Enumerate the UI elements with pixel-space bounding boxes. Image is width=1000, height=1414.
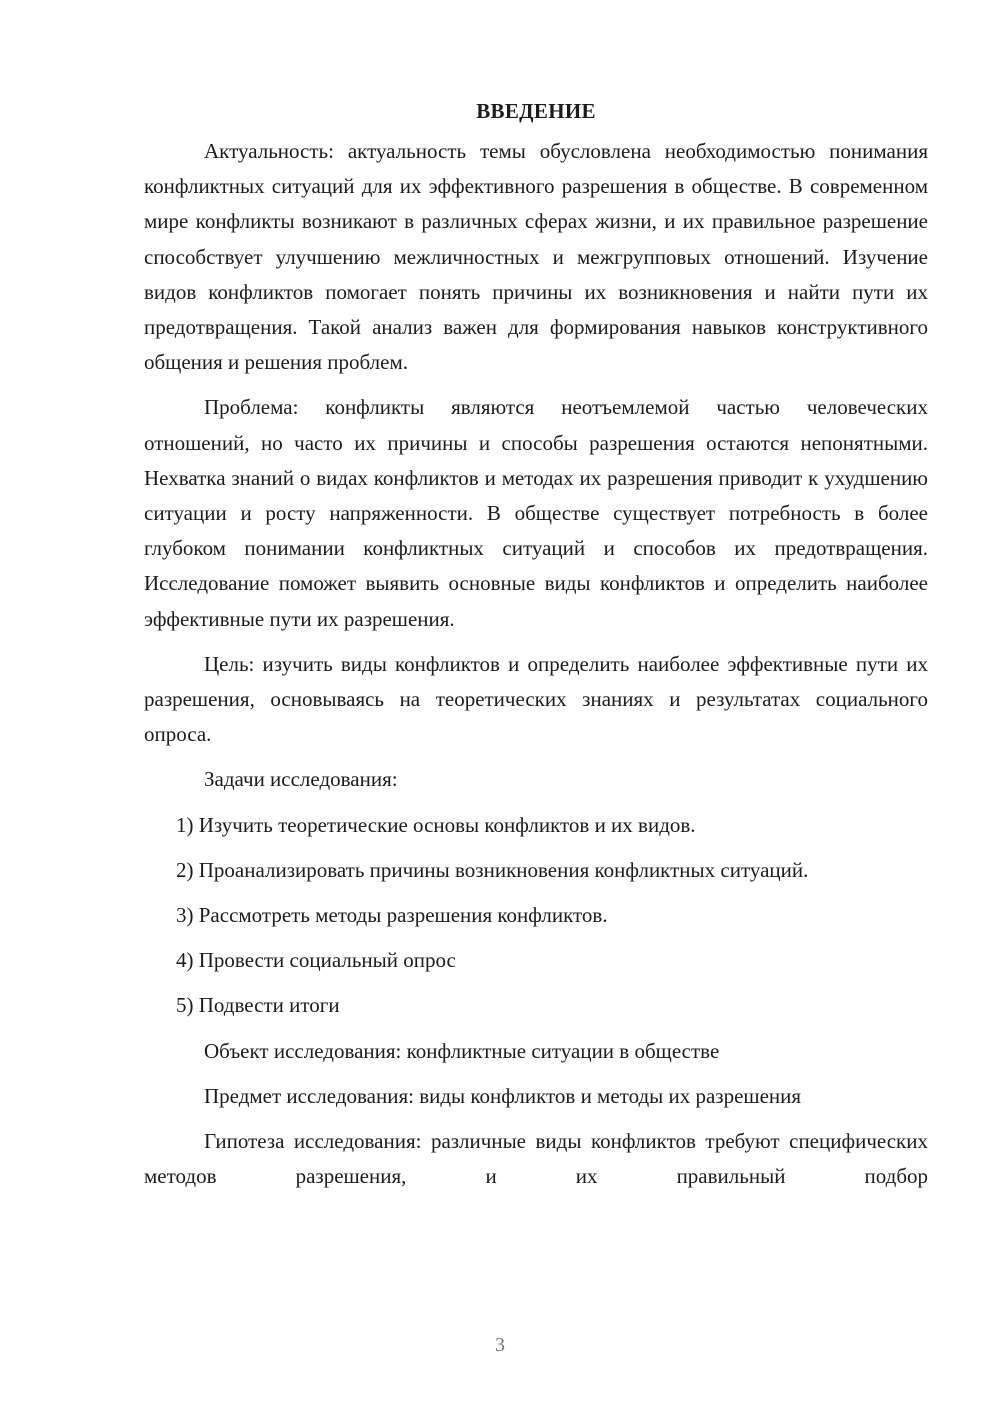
page-number: 3 <box>495 1334 505 1356</box>
relevance-paragraph: Актуальность: актуальность темы обусловлена необходимостью понимания конфликтных ситуаций для их эффективного разрешения в обществе. В современном мире конфликты возникают в различных сферах жизни, и их правильное разрешение способствует улучшению межличностных и межгрупповых отношений. Изучение видов конфликтов помогает понять причины их возникновения и найти пути их предотвращения. Такой анализ важен для формирования навыков конструктивного общения и решения проблем. <box>144 139 928 375</box>
task-item-1: 1) Изучить теоретические основы конфликтов и их видов. <box>176 812 696 837</box>
task-item-5: 5) Подвести итоги <box>176 993 340 1018</box>
task-item-3: 3) Рассмотреть методы разрешения конфликтов. <box>176 903 608 928</box>
problem-paragraph: Проблема: конфликты являются неотъемлемой частью человеческих отношений, но часто их причины и способы разрешения остаются непонятными. Нехватка знаний о видах конфликтов и методах их разрешения приводит к ухудшению ситуации и росту напряженности. В обществе существует потребность в более глубоком понимании конфликтных ситуаций и способов их предотвращения. Исследование поможет выявить основные виды конфликтов и определить наиболее эффективные пути их разрешения. <box>144 395 928 631</box>
task-item-4: 4) Провести социальный опрос <box>176 948 456 973</box>
tasks-title: Задачи исследования: <box>204 767 398 792</box>
goal-paragraph: Цель: изучить виды конфликтов и определить наиболее эффективные пути их разрешения, основываясь на теоретических знаниях и результатах социального опроса. <box>144 651 928 747</box>
section-heading: ВВЕДЕНИЕ <box>476 99 596 123</box>
task-item-2: 2) Проанализировать причины возникновения конфликтных ситуаций. <box>176 857 809 882</box>
hypothesis-paragraph: Гипотеза исследования: различные виды конфликтов требуют специфических методов разрешения, и их правильный подбор <box>144 1129 928 1189</box>
subject-paragraph: Предмет исследования: виды конфликтов и методы их разрешения <box>204 1083 802 1108</box>
object-paragraph: Объект исследования: конфликтные ситуации в обществе <box>204 1038 720 1063</box>
document-body <box>144 96 928 1194</box>
